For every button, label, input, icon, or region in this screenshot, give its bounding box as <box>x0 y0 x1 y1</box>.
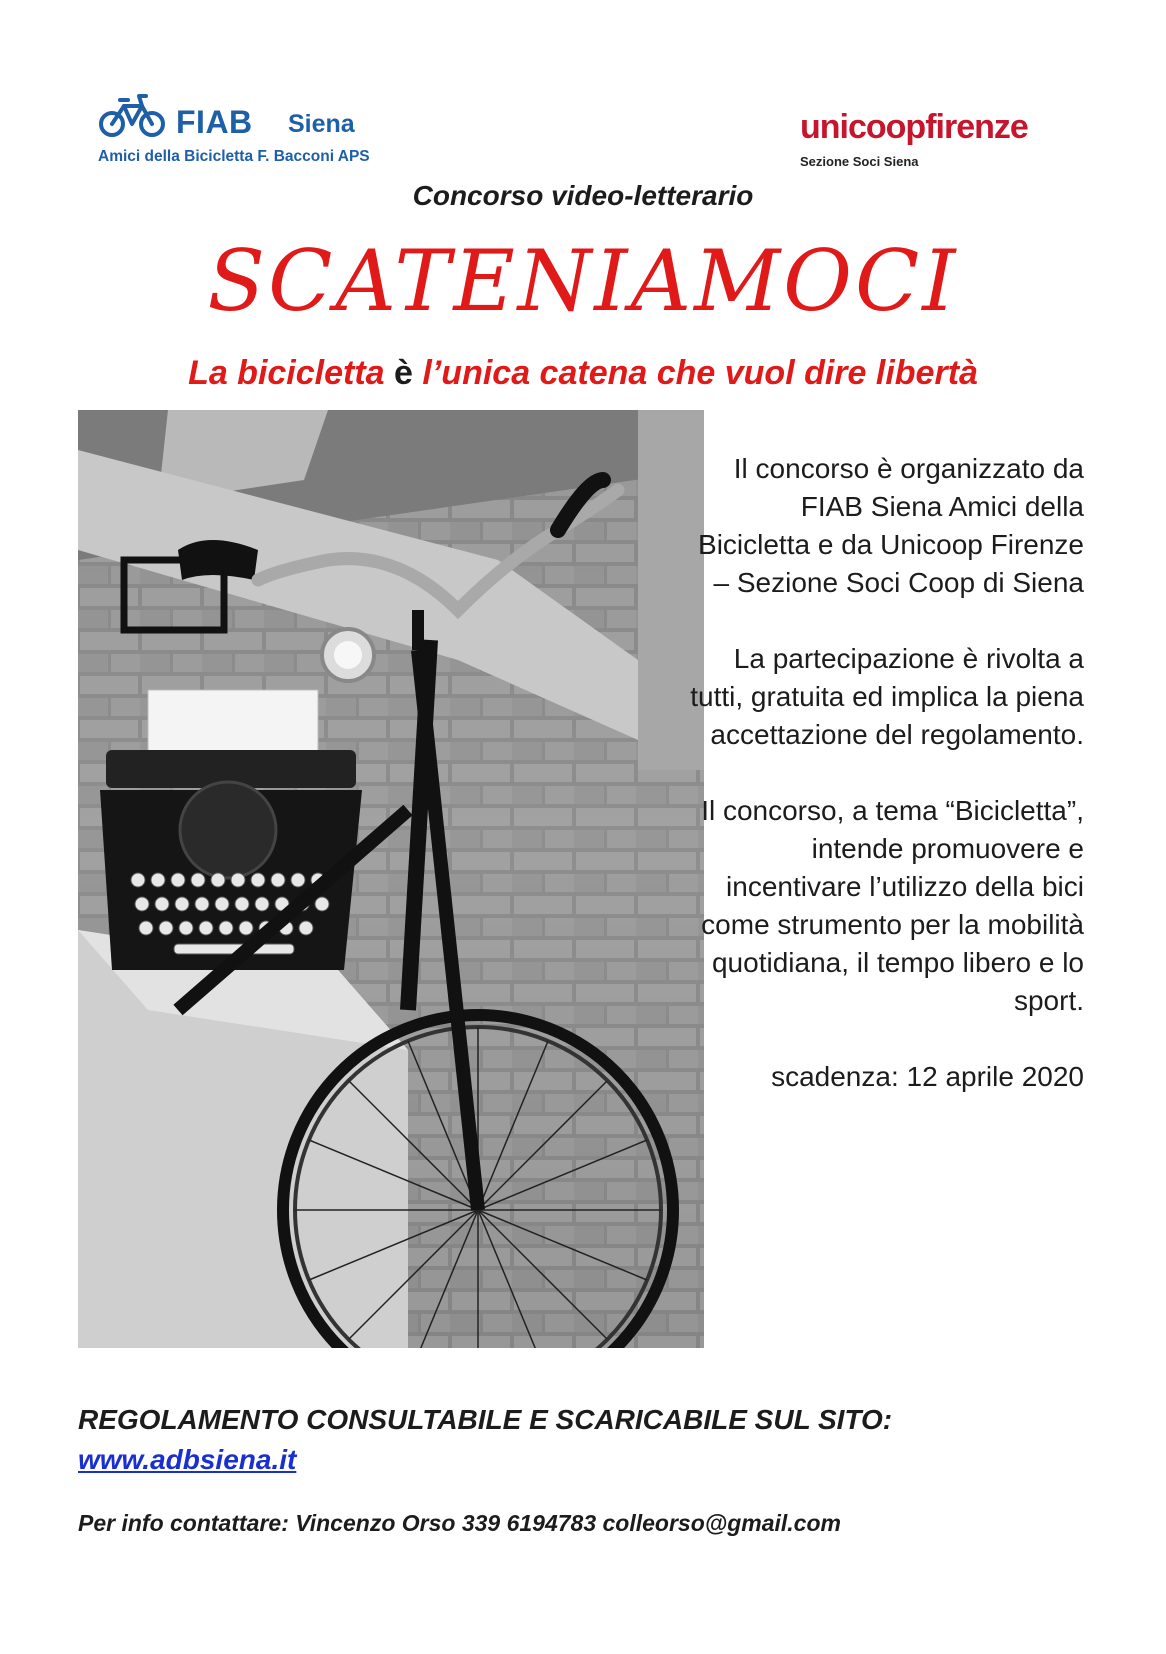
subtitle-part-2: è <box>394 354 413 392</box>
unicoop-logo <box>800 108 1100 178</box>
info-paragraph-participation: La partecipazione è rivolta a tutti, gratuita ed implica la piena accettazione del regolamento. <box>690 643 1084 750</box>
website-link[interactable]: www.adbsiena.it <box>78 1444 297 1475</box>
contest-type: Concorso video-letterario <box>412 180 754 211</box>
rules-notice: REGOLAMENTO CONSULTABILE E SCARICABILE SUL SITO: <box>78 1404 893 1435</box>
bicycle-icon <box>98 88 166 140</box>
unicoop-wordmark-firenze: firenze <box>925 108 1028 146</box>
unicoop-wordmark-coop: coop <box>847 108 926 146</box>
contact-info: Per info contattare: Vincenzo Orso 339 6194783 colleorso@gmail.com <box>78 1510 841 1536</box>
deadline: scadenza: 12 aprile 2020 <box>771 1061 1084 1092</box>
fiab-city: Siena <box>288 110 355 138</box>
fiab-tagline: Amici della Bicicletta F. Bacconi APS <box>98 148 370 165</box>
subtitle-part-3: l’unica catena che vuol dire libertà <box>422 354 978 392</box>
unicoop-section: Sezione Soci Siena <box>800 154 919 169</box>
unicoop-wordmark <box>800 108 1028 147</box>
subtitle <box>0 354 1166 393</box>
fiab-logo <box>98 88 428 168</box>
info-paragraph-organizers: Il concorso è organizzato da FIAB Siena Amici della Bicicletta e da Unicoop Firenze – Sezione Soci Coop di Siena <box>698 453 1084 598</box>
subtitle-part-1: La bicicletta <box>188 354 385 392</box>
photo-illustration <box>78 410 704 1348</box>
bicycle-typewriter-photo <box>78 410 704 1348</box>
page-title: SCATENIAMOCI <box>207 232 959 330</box>
unicoop-wordmark-uni: uni <box>800 108 848 146</box>
info-paragraph-theme: Il concorso, a tema “Bicicletta”, intende promuovere e incentivare l’utilizzo della bici come strumento per la mobilità quotidiana, il tempo libero e lo sport. <box>701 795 1084 1016</box>
fiab-name: FIAB <box>176 104 253 140</box>
info-column <box>684 450 1084 1096</box>
